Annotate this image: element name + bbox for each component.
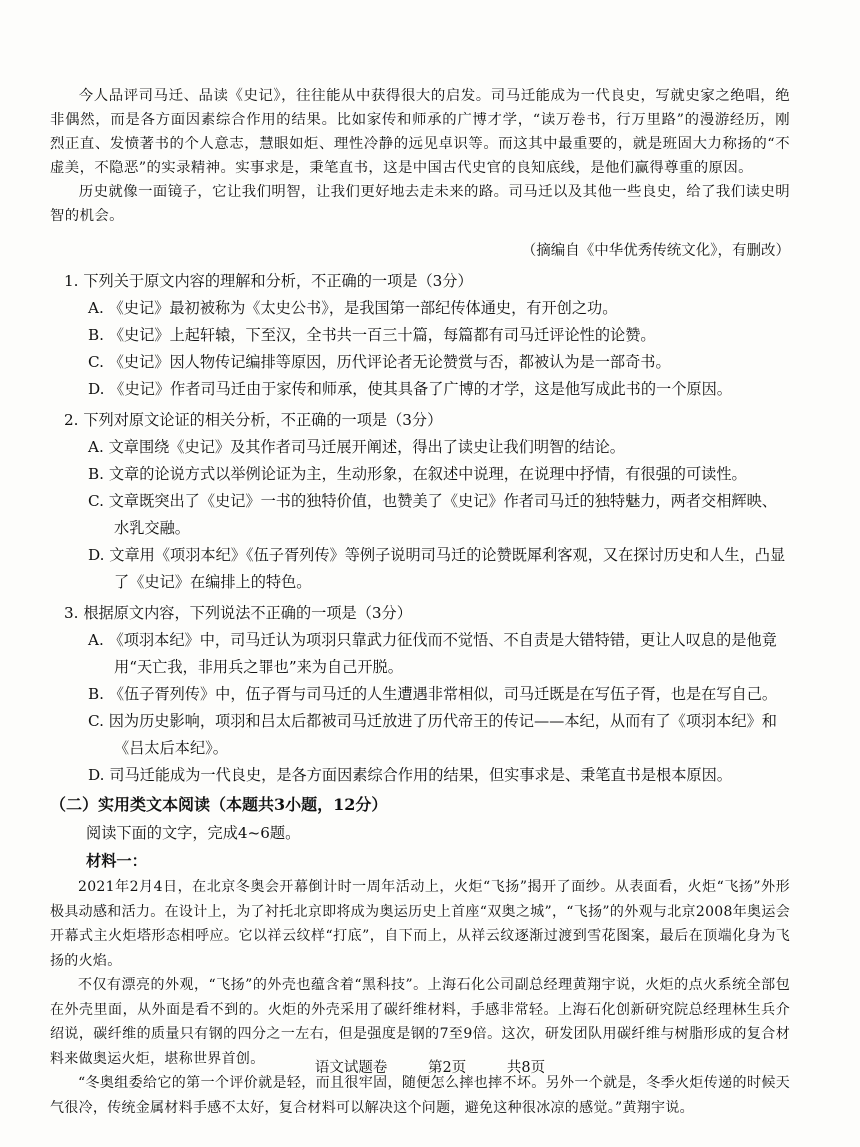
option-b: B. 《史记》上起轩辕，下至汉，全书共一百三十篇，每篇都有司马迁评论性的论赞。	[88, 326, 656, 344]
passage-paragraph-1: 今人品评司马迁、品读《史记》，往往能从中获得很大的启发。司马迁能成为一代良史，写就史家之绝唱，绝非偶然，而是各方面因素综合作用的结果。比如家传和师承的广博才学，“读万卷书，行万里路”的漫游经历，刚烈正直、发愤著书的个人意志，慧眼如炬、理性冷静的远见卓识等。而这其中最重要的，就是班固大力称扬的“不虚美，不隐恶”的实录精神。实事求是，秉笔直书，这是中国古代史官的良知底线，是他们赢得尊重的原因。	[50, 88, 790, 176]
option-c: C. 文章既突出了《史记》一书的独特价值，也赞美了《史记》作者司马迁的独特魅力，两者交相辉映、水乳交融。	[88, 492, 777, 537]
question-stem: 3. 根据原文内容，下列说法不正确的一项是（3分）	[64, 604, 412, 622]
option-d: D. 《史记》作者司马迁由于家传和师承，使其具备了广博的才学，这是他写成此书的一个原因。	[88, 380, 732, 398]
question-stem: 1. 下列关于原文内容的理解和分析，不正确的一项是（3分）	[64, 272, 473, 290]
option-a: A. 《项羽本纪》中，司马迁认为项羽只靠武力征伐而不觉悟、不自责是大错特错，更让人叹息的是他竟用“天亡我，非用兵之罪也”来为自己开脱。	[88, 631, 777, 676]
option-c: C. 因为历史影响，项羽和吕太后都被司马迁放进了历代帝王的传记——本纪，从而有了《项羽本纪》和《吕太后本纪》。	[88, 712, 777, 757]
question-1	[50, 268, 790, 403]
section-title: （二）实用类文本阅读（本题共3小题，12分）	[50, 795, 388, 814]
option-a: A. 《史记》最初被称为《太史公书》，是我国第一部纪传体通史，有开创之功。	[88, 299, 618, 317]
option-d: D. 文章用《项羽本纪》《伍子胥列传》等例子说明司马迁的论赞既犀利客观，又在探讨历史和人生，凸显了《史记》在编排上的特色。	[88, 546, 786, 591]
footer-total-pages: 共8页	[506, 1060, 546, 1076]
section-instruction: 阅读下面的文字，完成4~6题。	[86, 824, 301, 842]
material-paragraph-3: “冬奥组委给它的第一个评价就是轻，而且很牢固，随便怎么摔也摔不坏。另外一个就是，冬季火炬传递的时候天气很冷，传统金属材料手感不太好，复合材料可以解决这个问题，避免这种很冰凉的感觉。”黄翔宇说。	[50, 1075, 790, 1116]
passage-paragraph-2: 历史就像一面镜子，它让我们明智，让我们更好地去走未来的路。司马迁以及其他一些良史，给了我们读史明智的机会。	[50, 184, 790, 224]
material-paragraph-2: 不仅有漂亮的外观，“飞扬”的外壳也蕴含着“黑科技”。上海石化公司副总经理黄翔宇说，火炬的点火系统全部包在外壳里面，从外面是看不到的。火炬的外壳采用了碳纤维材料，手感非常轻。上海石化创新研究院总经理林生兵介绍说，碳纤维的质量只有钢的四分之一左右，但是强度是钢的7至9倍。这次，研发团队用碳纤维与树脂形成的复合材料来做奥运火炬，堪称世界首创。	[50, 977, 790, 1067]
material-label: 材料一：	[86, 852, 147, 870]
passage-source: （摘编自《中华优秀传统文化》，有删改）	[521, 243, 790, 259]
option-b: B. 文章的论说方式以举例论证为主，生动形象，在叙述中说理，在说理中抒情，有很强的可读性。	[88, 465, 747, 483]
page-footer	[0, 1056, 860, 1077]
question-stem: 2. 下列对原文论证的相关分析，不正确的一项是（3分）	[64, 411, 443, 429]
option-d: D. 司马迁能成为一代良史，是各方面因素综合作用的结果，但实事求是、秉笔直书是根本原因。	[88, 766, 732, 784]
page-content	[50, 84, 790, 1120]
option-c: C. 《史记》因人物传记编排等原因，历代评论者无论赞赏与否，都被认为是一部奇书。	[88, 353, 671, 371]
material-paragraph-1: 2021年2月4日，在北京冬奥会开幕倒计时一周年活动上，火炬“飞扬”揭开了面纱。从表面看，火炬“飞扬”外形极具动感和活力。在设计上，为了衬托北京即将成为奥运历史上首座“双奥之城”，“飞扬”的外观与北京2008年奥运会开幕式主火炬塔形态相呼应。它以祥云纹样“打底”，自下而上，从祥云纹逐渐过渡到雪花图案，最后在顶端化身为飞扬的火焰。	[50, 879, 790, 969]
question-2	[50, 407, 790, 596]
option-b: B. 《伍子胥列传》中，伍子胥与司马迁的人生遭遇非常相似，司马迁既是在写伍子胥，也是在写自己。	[88, 685, 778, 703]
footer-page-number: 第2页	[428, 1060, 467, 1076]
option-a: A. 文章围绕《史记》及其作者司马迁展开阐述，得出了读史让我们明智的结论。	[88, 438, 625, 456]
question-3	[50, 600, 790, 789]
footer-paper-name: 语文试题卷	[314, 1060, 388, 1076]
